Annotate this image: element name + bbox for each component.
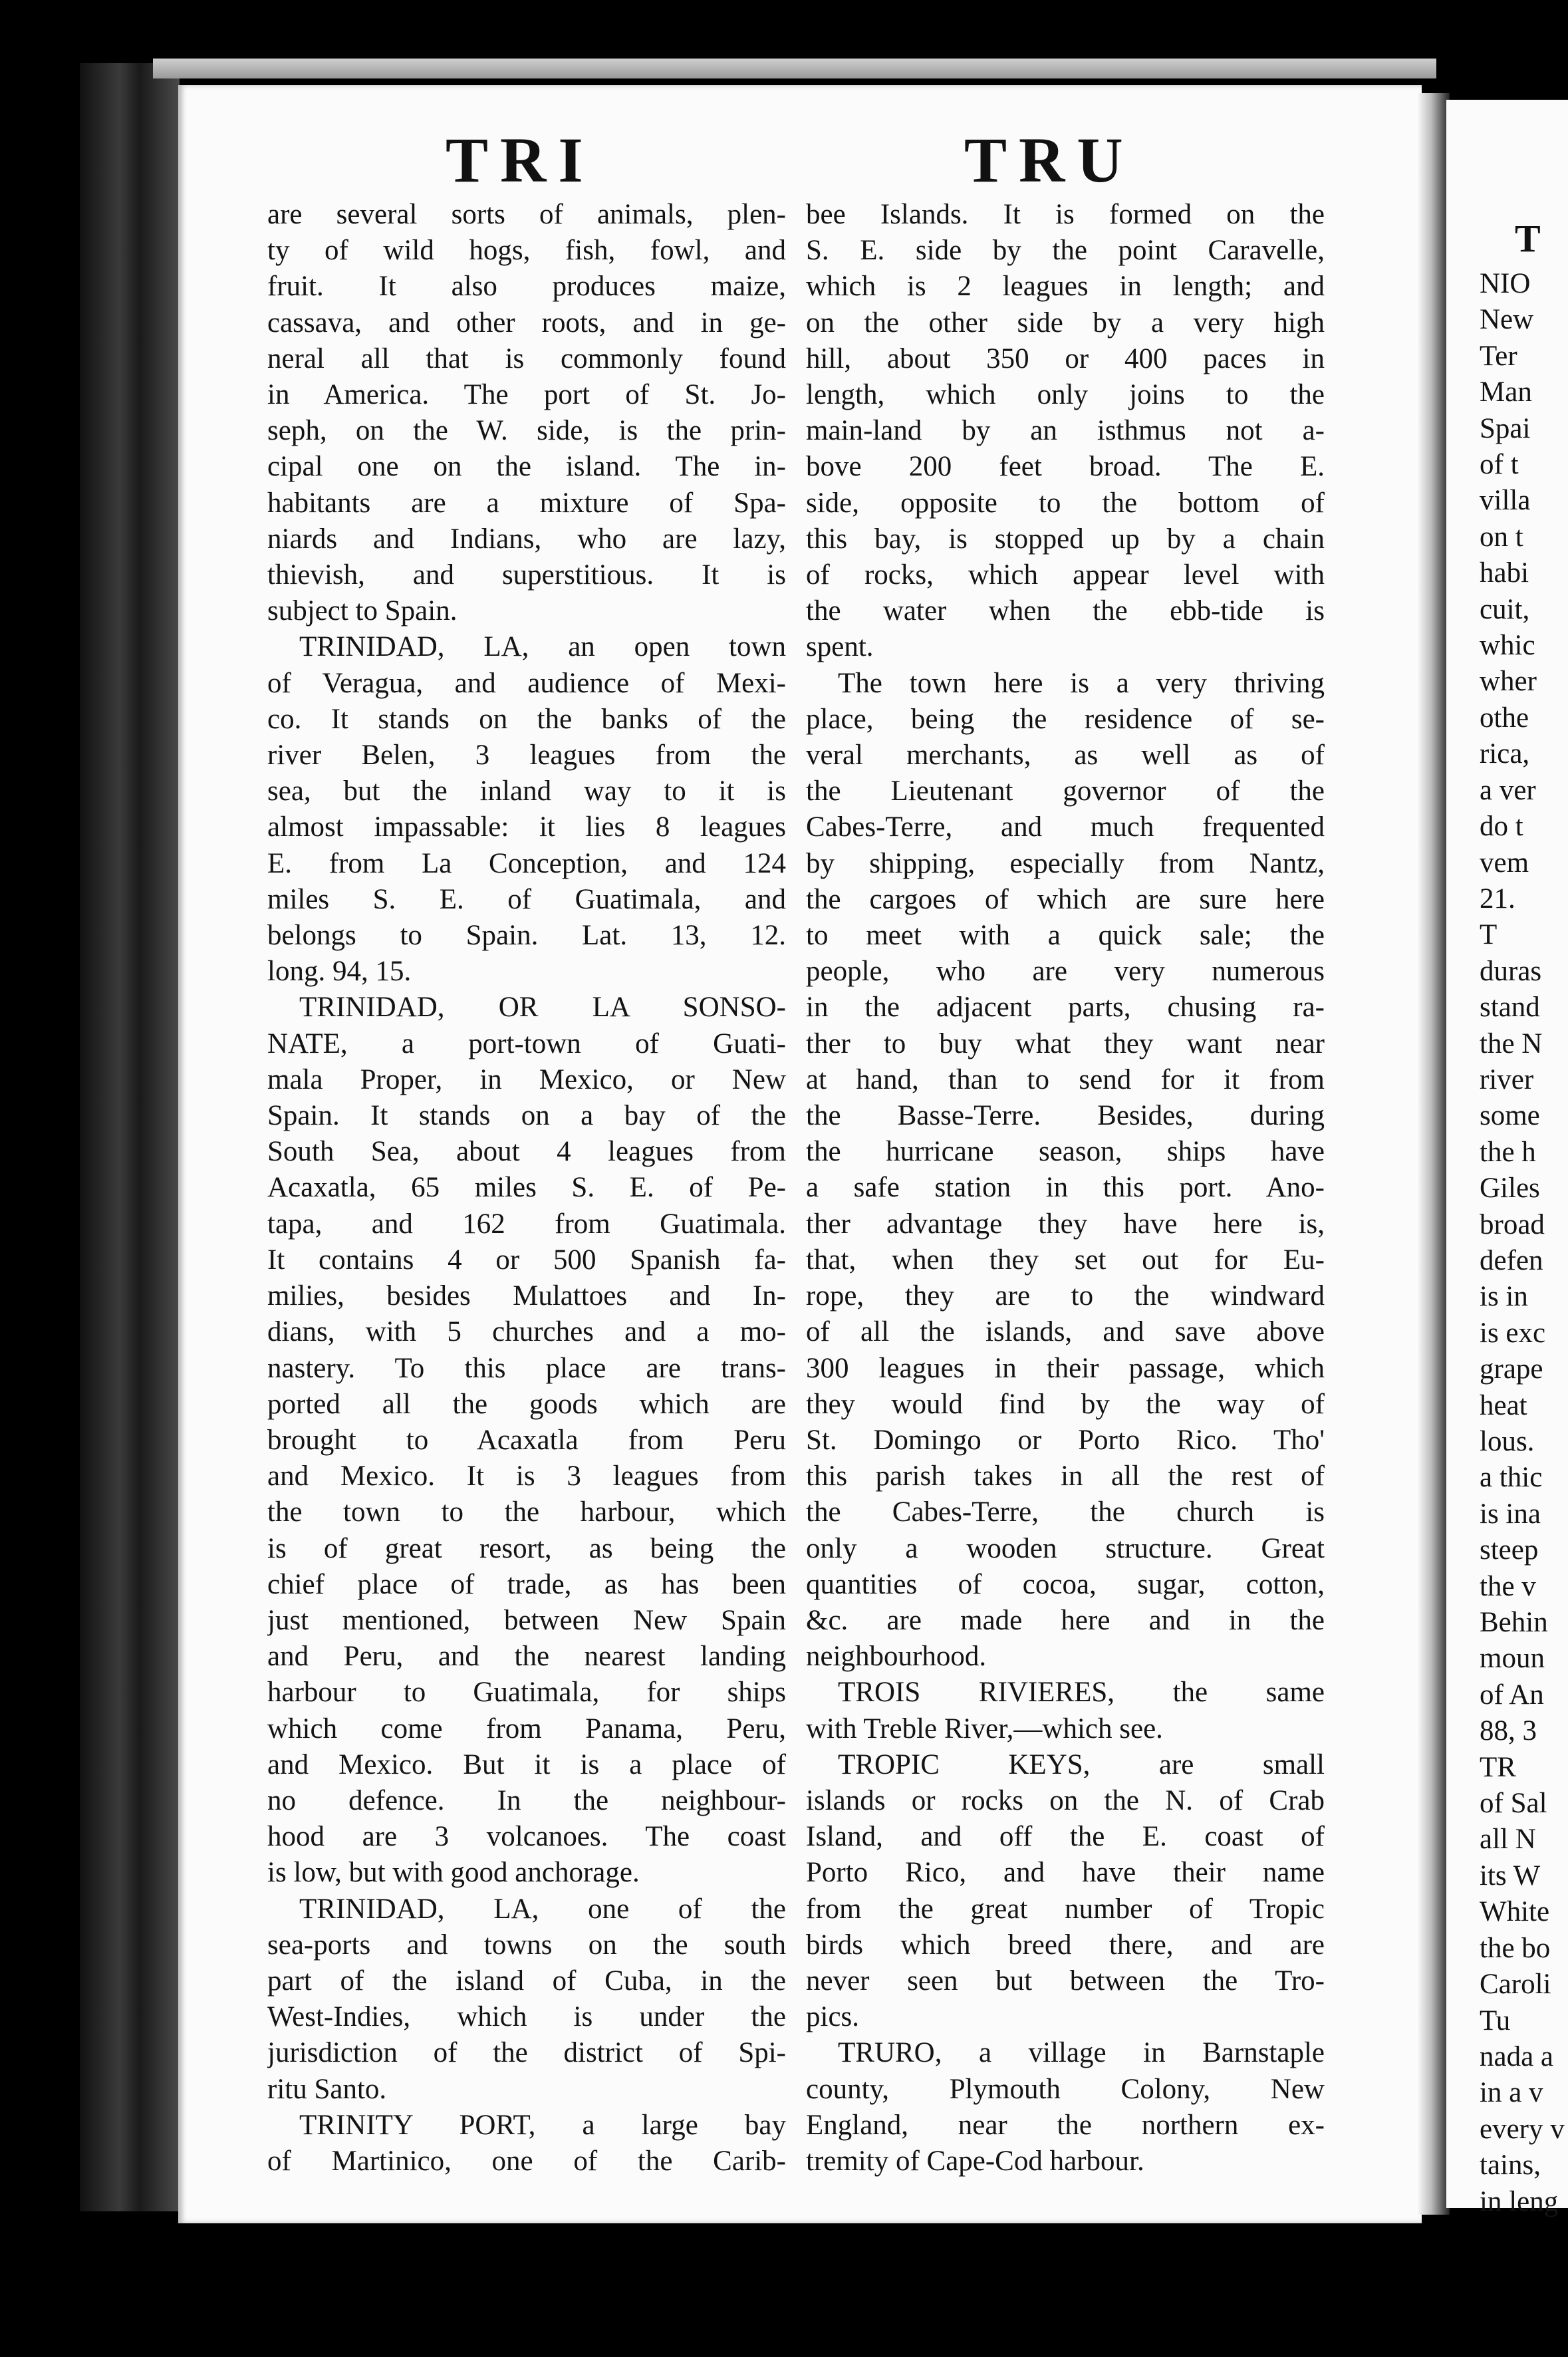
text-line: TRINIDAD, OR LA SONSO-	[299, 992, 786, 1024]
text-line: never seen but between the Tro-	[806, 1965, 1325, 1997]
text-line: TRINIDAD, LA, one of the	[299, 1893, 786, 1925]
fragment-line: a ver	[1480, 774, 1536, 806]
text-line: chief place of trade, as has been	[267, 1568, 786, 1600]
fragment-line: river	[1480, 1063, 1534, 1095]
fragment-line: every v	[1480, 2113, 1565, 2145]
text-line: no defence. In the neighbour-	[267, 1784, 786, 1816]
text-line: veral merchants, as well as of	[806, 740, 1325, 771]
text-line: in America. The port of St. Jo-	[267, 379, 786, 411]
text-line: a safe station in this port. Ano-	[806, 1172, 1325, 1204]
text-line: bove 200 feet broad. The E.	[806, 451, 1325, 483]
text-line: only a wooden structure. Great	[806, 1532, 1325, 1564]
fragment-line: New	[1480, 304, 1534, 336]
text-line: of Veragua, and audience of Mexi-	[267, 667, 786, 699]
text-line: miles S. E. of Guatimala, and	[267, 883, 786, 915]
text-line: long. 94, 15.	[267, 956, 412, 988]
text-line: pics.	[806, 2001, 860, 2033]
fragment-line: rica,	[1480, 738, 1530, 770]
book-spine	[80, 63, 180, 2211]
text-line: belongs to Spain. Lat. 13, 12.	[267, 920, 786, 952]
text-line: Island, and off the E. coast of	[806, 1821, 1325, 1853]
page-top-edge	[153, 59, 1436, 78]
fragment-line: of Sal	[1480, 1788, 1547, 1820]
text-line: harbour to Guatimala, for ships	[267, 1677, 786, 1709]
text-line: length, which only joins to the	[806, 379, 1325, 411]
text-line: and Peru, and the nearest landing	[267, 1641, 786, 1673]
text-line: which come from Panama, Peru,	[267, 1713, 786, 1744]
fragment-line: is ina	[1480, 1498, 1541, 1530]
next-page-text-fragment	[1480, 266, 1568, 2220]
text-line: to meet with a quick sale; the	[806, 920, 1325, 952]
text-line: people, who are very numerous	[806, 956, 1325, 988]
page-gutter	[1416, 93, 1450, 2215]
text-line: cipal one on the island. The in-	[267, 451, 786, 483]
text-line: of all the islands, and save above	[806, 1316, 1325, 1348]
text-line: the Basse-Terre. Besides, during	[806, 1100, 1325, 1132]
fragment-line: all N	[1480, 1824, 1536, 1856]
right-text-column	[806, 197, 1325, 2179]
text-line: sea-ports and towns on the south	[267, 1929, 786, 1961]
text-line: nastery. To this place are trans-	[267, 1352, 786, 1384]
fragment-line: broad	[1480, 1208, 1545, 1240]
fragment-line: habi	[1480, 557, 1529, 589]
text-line: and Mexico. But it is a place of	[267, 1748, 786, 1780]
text-line: they would find by the way of	[806, 1388, 1325, 1420]
text-line: subject to Spain.	[267, 595, 457, 627]
fragment-line: Tu	[1480, 2005, 1511, 2036]
text-line: that, when they set out for Eu-	[806, 1244, 1325, 1276]
fragment-line: grape	[1480, 1353, 1543, 1385]
fragment-line: NIO	[1480, 268, 1531, 299]
fragment-line: TR	[1480, 1751, 1516, 1783]
fragment-line: whic	[1480, 630, 1535, 662]
text-line: county, Plymouth Colony, New	[806, 2073, 1325, 2105]
text-line: The town here is a very thriving	[838, 667, 1325, 699]
text-line: in the adjacent parts, chusing ra-	[806, 992, 1325, 1024]
fragment-line: is in	[1480, 1281, 1528, 1313]
text-line: tapa, and 162 from Guatimala.	[267, 1208, 786, 1240]
text-line: Spain. It stands on a bay of the	[267, 1100, 786, 1132]
text-line: the Lieutenant governor of the	[806, 775, 1325, 807]
text-line: on the other side by a very high	[806, 307, 1325, 339]
fragment-line: 88, 3	[1480, 1715, 1537, 1747]
fragment-line: lous.	[1480, 1426, 1535, 1457]
text-line: sea, but the inland way to it is	[267, 775, 786, 807]
text-line: side, opposite to the bottom of	[806, 487, 1325, 519]
text-line: cassava, and other roots, and in ge-	[267, 307, 786, 339]
fragment-line: the N	[1480, 1028, 1543, 1059]
fragment-line: Caroli	[1480, 1969, 1551, 2001]
text-line: TRURO, a village in Barnstaple	[838, 2037, 1325, 2069]
text-line: dians, with 5 churches and a mo-	[267, 1316, 786, 1348]
text-line: the water when the ebb-tide is	[806, 595, 1325, 627]
fragment-line: in a v	[1480, 2077, 1543, 2109]
text-line: jurisdiction of the district of Spi-	[267, 2037, 786, 2069]
fragment-line: is exc	[1480, 1317, 1546, 1349]
text-line: which is 2 leagues in length; and	[806, 271, 1325, 303]
text-line: river Belen, 3 leagues from the	[267, 740, 786, 771]
text-line: just mentioned, between New Spain	[267, 1604, 786, 1636]
fragment-line: wher	[1480, 666, 1537, 698]
text-line: hood are 3 volcanoes. The coast	[267, 1821, 786, 1853]
text-line: islands or rocks on the N. of Crab	[806, 1784, 1325, 1816]
text-line: ty of wild hogs, fish, fowl, and	[267, 235, 786, 267]
text-line: It contains 4 or 500 Spanish fa-	[267, 1244, 786, 1276]
fragment-line: villa	[1480, 485, 1531, 517]
fragment-line: a thic	[1480, 1462, 1543, 1494]
text-line: by shipping, especially from Nantz,	[806, 847, 1325, 879]
text-line: is low, but with good anchorage.	[267, 1857, 640, 1889]
text-line: Cabes-Terre, and much frequented	[806, 811, 1325, 843]
fragment-line: moun	[1480, 1643, 1545, 1675]
text-line: birds which breed there, and are	[806, 1929, 1325, 1961]
fragment-line: nada a	[1480, 2040, 1554, 2072]
text-line: Porto Rico, and have their name	[806, 1857, 1325, 1889]
text-line: brought to Acaxatla from Peru	[267, 1424, 786, 1456]
fragment-line: tains,	[1480, 2149, 1541, 2181]
fragment-line: defen	[1480, 1244, 1543, 1276]
left-text-column	[267, 197, 786, 2179]
fragment-line: 21.	[1480, 883, 1515, 914]
text-line: S. E. side by the point Caravelle,	[806, 235, 1325, 267]
text-line: TROIS RIVIERES, the same	[838, 1677, 1325, 1709]
text-line: TROPIC KEYS, are small	[838, 1748, 1325, 1780]
text-line: tremity of Cape-Cod harbour.	[806, 2145, 1144, 2177]
running-head-left: TRI	[446, 124, 595, 196]
fragment-line: the bo	[1480, 1932, 1551, 1964]
text-line: fruit. It also produces maize,	[267, 271, 786, 303]
text-line: of Martinico, one of the Carib-	[267, 2145, 786, 2177]
text-line: part of the island of Cuba, in the	[267, 1965, 786, 1997]
text-line: 300 leagues in their passage, which	[806, 1352, 1325, 1384]
text-line: habitants are a mixture of Spa-	[267, 487, 786, 519]
text-line: West-Indies, which is under the	[267, 2001, 786, 2033]
text-line: thievish, and superstitious. It is	[267, 559, 786, 591]
fragment-line: duras	[1480, 955, 1542, 987]
text-line: at hand, than to send for it from	[806, 1063, 1325, 1095]
text-line: TRINIDAD, LA, an open town	[299, 631, 786, 663]
text-line: is of great resort, as being the	[267, 1532, 786, 1564]
text-line: this parish takes in all the rest of	[806, 1460, 1325, 1492]
text-line: NATE, a port-town of Guati-	[267, 1028, 786, 1059]
text-line: TRINITY PORT, a large bay	[299, 2109, 786, 2141]
fragment-line: the h	[1480, 1136, 1536, 1168]
fragment-line: in leng	[1480, 2185, 1559, 2217]
next-page-head: T	[1515, 217, 1541, 260]
text-line: co. It stands on the banks of the	[267, 703, 786, 735]
text-line: rope, they are to the windward	[806, 1280, 1325, 1312]
text-line: neral all that is commonly found	[267, 343, 786, 374]
fragment-line: Man	[1480, 376, 1532, 408]
text-line: of rocks, which appear level with	[806, 559, 1325, 591]
fragment-line: cuit,	[1480, 593, 1530, 625]
text-line: main-land by an isthmus not a-	[806, 415, 1325, 447]
fragment-line: White	[1480, 1896, 1550, 1928]
text-line: ported all the goods which are	[267, 1388, 786, 1420]
text-line: almost impassable: it lies 8 leagues	[267, 811, 786, 843]
running-head-right: TRU	[964, 124, 1135, 196]
text-line: spent.	[806, 631, 874, 663]
text-line: E. from La Conception, and 124	[267, 847, 786, 879]
fragment-line: of t	[1480, 449, 1519, 481]
fragment-line: some	[1480, 1100, 1540, 1132]
text-line: place, being the residence of se-	[806, 703, 1325, 735]
text-line: ther to buy what they want near	[806, 1028, 1325, 1059]
text-line: niards and Indians, who are lazy,	[267, 523, 786, 555]
fragment-line: heat	[1480, 1389, 1527, 1421]
fragment-line: of An	[1480, 1679, 1544, 1711]
fragment-line: Giles	[1480, 1173, 1540, 1204]
text-line: ritu Santo.	[267, 2073, 387, 2105]
text-line: England, near the northern ex-	[806, 2109, 1325, 2141]
text-line: bee Islands. It is formed on the	[806, 199, 1325, 230]
fragment-line: othe	[1480, 702, 1529, 734]
text-line: neighbourhood.	[806, 1641, 987, 1673]
text-line: from the great number of Tropic	[806, 1893, 1325, 1925]
fragment-line: steep	[1480, 1534, 1539, 1566]
fragment-line: T	[1480, 919, 1498, 951]
fragment-line: on t	[1480, 521, 1523, 553]
text-line: South Sea, about 4 leagues from	[267, 1136, 786, 1168]
text-line: quantities of cocoa, sugar, cotton,	[806, 1568, 1325, 1600]
text-line: seph, on the W. side, is the prin-	[267, 415, 786, 447]
text-line: Acaxatla, 65 miles S. E. of Pe-	[267, 1172, 786, 1204]
fragment-line: Behin	[1480, 1607, 1548, 1639]
fragment-line: the v	[1480, 1570, 1536, 1602]
text-line: St. Domingo or Porto Rico. Tho'	[806, 1424, 1325, 1456]
text-line: this bay, is stopped up by a chain	[806, 523, 1325, 555]
text-line: and Mexico. It is 3 leagues from	[267, 1460, 786, 1492]
text-line: ther advantage they have here is,	[806, 1208, 1325, 1240]
text-line: &c. are made here and in the	[806, 1604, 1325, 1636]
text-line: the cargoes of which are sure here	[806, 883, 1325, 915]
text-line: with Treble River,—which see.	[806, 1713, 1163, 1744]
text-line: are several sorts of animals, plen-	[267, 199, 786, 230]
text-line: milies, besides Mulattoes and In-	[267, 1280, 786, 1312]
fragment-line: Ter	[1480, 340, 1517, 372]
text-line: mala Proper, in Mexico, or New	[267, 1063, 786, 1095]
text-line: the town to the harbour, which	[267, 1496, 786, 1528]
fragment-line: vem	[1480, 847, 1529, 879]
text-line: the hurricane season, ships have	[806, 1136, 1325, 1168]
fragment-line: Spai	[1480, 412, 1531, 444]
text-line: the Cabes-Terre, the church is	[806, 1496, 1325, 1528]
fragment-line: do t	[1480, 811, 1523, 843]
fragment-line: its W	[1480, 1860, 1541, 1891]
text-line: hill, about 350 or 400 paces in	[806, 343, 1325, 374]
fragment-line: stand	[1480, 992, 1540, 1024]
